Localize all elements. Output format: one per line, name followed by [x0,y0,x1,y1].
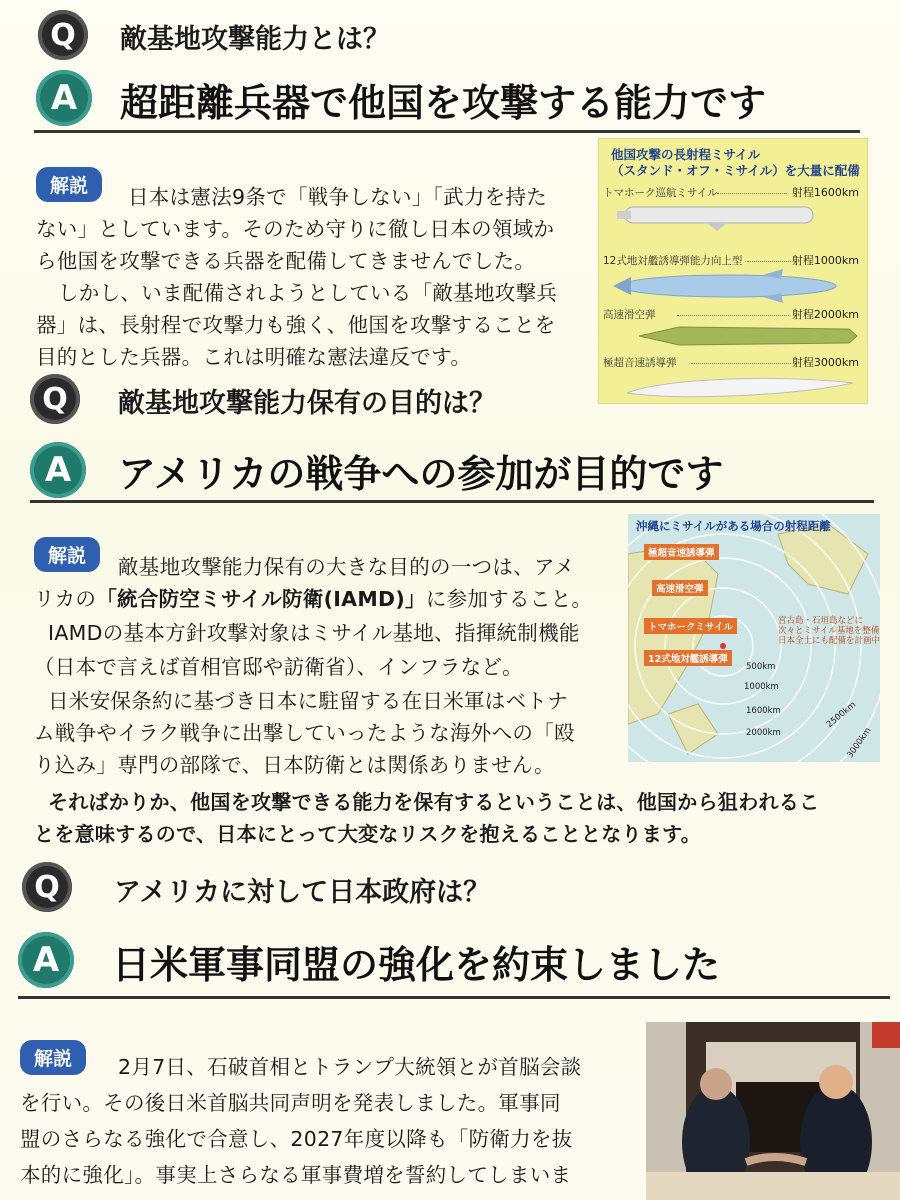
body-line: ない」としています。そのため守りに徹し日本の領域か [36,217,555,241]
missile-range: 射程1000km [791,254,859,267]
body-line: 日米安保条約に基づき日本に駐留する在日米軍はベトナ [48,689,568,713]
missile-name: トマホーク巡航ミサイル [603,187,718,199]
answer-2: アメリカの戦争への参加が目的です [118,452,724,496]
range-tag: トマホークミサイル [644,618,737,634]
range-tag: 12式地対艦誘導弾 [644,650,732,666]
missile-name: 12式地対艦誘導弾能力向上型 [603,255,743,267]
missile-name: 極超音速誘導弾 [603,357,677,369]
question-badge-icon: Q [38,10,88,60]
okinawa-range-map [628,514,880,762]
distance-label: 2000km [746,728,781,738]
body-line: 器」は、長射程で攻撃力も強く、他国を攻撃することを [36,313,556,337]
figure-title: 他国攻撃の長射程ミサイル [611,147,761,162]
missile-range: 射程3000km [791,356,859,369]
question-badge-icon: Q [22,862,72,912]
missile-range-figure [598,138,868,404]
type12-missile-icon [613,269,843,303]
distance-label: 1600km [746,706,781,716]
summit-photo [646,1022,900,1200]
missile-name: 高速滑空弾 [603,309,656,321]
emphasis-line: そればかりか、他国を攻撃できる能力を保有するということは、他国から狙われるこ [48,790,820,814]
distance-label: 500km [746,662,776,672]
body-line: 目的とした兵器。これは明確な憲法違反です。 [36,345,472,369]
body-line: 日本は憲法9条で「戦争しない」「武力を持た [128,185,548,209]
divider [30,500,874,503]
leader-line [747,261,791,262]
body-text: に参加すること。 [425,587,593,611]
divider [34,130,860,133]
body-line [34,582,592,612]
answer-badge-icon: A [36,70,92,126]
map-note-line: 日本全土にも配備を計画中 [778,636,880,647]
map-note [778,616,880,647]
iamd-highlight: 「統合防空ミサイル防衛(IAMD)」 [96,587,426,611]
figure-subtitle: （スタンド・オフ・ミサイル）を大量に配備 [611,163,860,178]
question-3: アメリカに対して日本政府は？ [114,877,491,908]
tomahawk-missile-icon [617,201,827,231]
answer-3: 日米軍事同盟の強化を約束しました [112,943,721,987]
body-line: 2月7日、石破首相とトランプ大統領とが首脳会談 [118,1055,582,1079]
body-line: 本的に強化」。事実上さらなる軍事費増を誓約してしまいま [20,1163,572,1187]
leader-line [717,193,787,194]
leader-line [691,363,791,364]
question-badge-icon: Q [30,374,80,424]
leader-line [677,315,789,316]
question-2: 敵基地攻撃能力保有の目的は？ [118,388,496,419]
hypersonic-missile-icon [627,373,857,403]
body-line: 盟のさらなる強化で合意し、2027年度以降も「防衛力を抜 [20,1127,573,1151]
body-line: IAMDの基本方針攻撃対象はミサイル基地、指揮統制機能 [48,621,580,645]
missile-range: 射程2000km [791,308,859,321]
missile-range: 射程1600km [791,186,859,199]
kaisetsu-label: 解説 [34,537,100,572]
photo-illustration [646,1022,900,1200]
range-tag: 高速滑空弾 [652,580,708,596]
question-1: 敵基地攻撃能力とは？ [120,24,390,55]
kaisetsu-label: 解説 [36,167,102,202]
range-tag: 極超音速誘導弾 [644,544,719,560]
map-title: 沖縄にミサイルがある場合の射程距離 [636,519,831,533]
emphasis-line: とを意味するので、日本にとって大変なリスクを抱えることとなります。 [34,822,702,846]
body-line: を行い。その後日米首脳共同声明を発表しました。軍事同 [20,1091,561,1115]
body-line: り込み」専門の部隊で、日本防衛とは関係ありません。 [34,753,555,777]
answer-badge-icon: A [18,932,74,988]
body-line: ら他国を攻撃できる兵器を配備してきませんでした。 [36,249,536,273]
kaisetsu-label: 解説 [20,1040,86,1075]
answer-badge-icon: A [30,442,86,498]
body-text: リカの [34,587,97,611]
distance-label: 1000km [744,682,779,692]
body-line: ム戦争やイラク戦争に出撃していったような海外への「殴 [34,721,575,745]
hypersonic-glide-missile-icon [639,323,859,349]
map-note-line: 次々とミサイル基地を整備 [778,626,880,637]
body-line: しかし、いま配備されようとしている「敵基地攻撃兵 [58,281,558,305]
map-note-line: 宮古島・石垣島などに [778,616,864,626]
distance-label: 3000km [845,725,874,761]
body-line: （日本で言えば首相官邸や訪衛省）、インフラなど。 [34,655,523,679]
distance-label: 2500km [824,699,858,731]
body-line: 敵基地攻撃能力保有の大きな目的の一つは、アメ [118,555,575,579]
divider [18,996,890,999]
answer-1: 超距離兵器で他国を攻撃する能力です [120,81,767,125]
